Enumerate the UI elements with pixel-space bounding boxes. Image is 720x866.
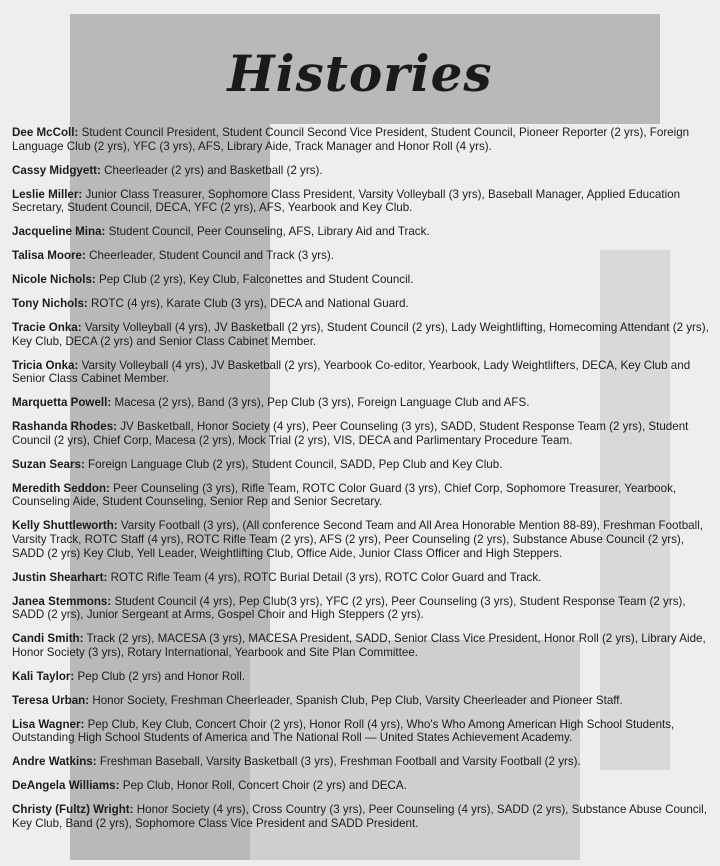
student-activities: Honor Society, Freshman Cheerleader, Spanish Club, Pep Club, Varsity Cheerleader and Pioneer Staff. — [92, 693, 623, 707]
history-entry — [12, 126, 710, 153]
student-activities: Macesa (2 yrs), Band (3 yrs), Pep Club (3 yrs), Foreign Language Club and AFS. — [114, 396, 530, 410]
history-entry — [12, 632, 710, 659]
student-activities: Honor Society (4 yrs), Cross Country (3 yrs), Peer Counseling (4 yrs), SADD (2 yrs), Substance Abuse Council, Key Club, Band (2 yrs), Sophomore Class Vice President and SADD President. — [12, 803, 707, 830]
student-name: Lisa Wagner: — [12, 717, 85, 731]
history-entry — [12, 595, 710, 622]
student-activities: Pep Club (2 yrs), Key Club, Falconettes and Student Council. — [98, 273, 414, 287]
history-entry — [12, 779, 710, 793]
student-name: Teresa Urban: — [12, 693, 90, 707]
student-name: Nicole Nichols: — [12, 273, 96, 287]
page-title: Histories — [227, 44, 493, 103]
student-name: Tricia Onka: — [12, 358, 79, 372]
student-name: Marquetta Powell: — [12, 396, 112, 410]
student-activities: ROTC Rifle Team (4 yrs), ROTC Burial Detail (3 yrs), ROTC Color Guard and Track. — [110, 570, 542, 584]
student-name: Dee McColl: — [12, 126, 79, 139]
student-activities: Student Council (4 yrs), Pep Club(3 yrs), YFC (2 yrs), Peer Counseling (3 yrs), Student Response Team (2 yrs), SADD (2 yrs), Junior Sergeant at Arms, Gospel Choir and High Steppers (2 yrs). — [12, 594, 686, 622]
history-entry — [12, 396, 710, 410]
student-activities: Junior Class Treasurer, Sophomore Class President, Varsity Volleyball (3 yrs), Baseball Manager, Applied Education Secretary, Student Council, DECA, YFC (2 yrs), AFS, Yearbook and Key Club. — [12, 187, 681, 215]
student-activities: Pep Club, Honor Roll, Concert Choir (2 yrs) and DECA. — [122, 779, 407, 793]
history-entry — [12, 321, 710, 348]
student-name: Meredith Seddon: — [12, 481, 110, 495]
history-entry — [12, 420, 710, 447]
history-entry — [12, 670, 710, 684]
student-name: Christy (Fultz) Wright: — [12, 803, 134, 817]
student-name: Talisa Moore: — [12, 249, 86, 263]
student-name: Tracie Onka: — [12, 321, 82, 335]
student-activities: Student Council President, Student Council Second Vice President, Student Council, Pioneer Reporter (2 yrs), Foreign Language Club (2 yrs), YFC (3 yrs), AFS, Library Aide, Track Manager and Honor Roll (4 yrs). — [12, 126, 690, 153]
student-name: Rashanda Rhodes: — [12, 420, 118, 434]
student-name: Kali Taylor: — [12, 669, 75, 683]
student-name: Suzan Sears: — [12, 457, 85, 471]
history-entry — [12, 164, 710, 178]
student-activities: Track (2 yrs), MACESA (3 yrs), MACESA President, SADD, Senior Class Vice President, Honor Roll (2 yrs), Library Aide, Honor Society (3 yrs), Rotary International, Yearbook and Site Plan Committee. — [12, 632, 706, 659]
history-entry — [12, 359, 710, 386]
student-name: Leslie Miller: — [12, 187, 83, 201]
student-activities: ROTC (4 yrs), Karate Club (3 yrs), DECA and National Guard. — [91, 297, 409, 311]
history-entry — [12, 225, 710, 239]
student-name: Andre Watkins: — [12, 755, 97, 769]
student-activities: Varsity Volleyball (4 yrs), JV Basketball (2 yrs), Student Council (2 yrs), Lady Weightlifting, Homecoming Attendant (2 yrs), Key Club, DECA (2 yrs) and Senior Class Cabinet Member. — [12, 321, 709, 348]
student-activities: Cheerleader (2 yrs) and Basketball (2 yrs). — [104, 163, 323, 177]
student-activities: Varsity Volleyball (4 yrs), JV Basketball (2 yrs), Yearbook Co-editor, Yearbook, Lady Weightlifters, DECA, Key Club and Senior Class Cabinet Member. — [12, 358, 691, 386]
history-entry — [12, 188, 710, 215]
student-activities: Foreign Language Club (2 yrs), Student Council, SADD, Pep Club and Key Club. — [88, 457, 503, 471]
student-activities: Cheerleader, Student Council and Track (3 yrs). — [89, 249, 334, 263]
student-name: Tony Nichols: — [12, 297, 88, 311]
student-activities: Peer Counseling (3 yrs), Rifle Team, ROTC Color Guard (3 yrs), Chief Corp, Sophomore Treasurer, Yearbook, Counseling Aide, Student Counseling, Senior Rep and Senior Secretary. — [12, 481, 677, 509]
history-entry — [12, 249, 710, 263]
student-activities: Pep Club, Key Club, Concert Choir (2 yrs), Honor Roll (4 yrs), Who's Who Among American High School Students, Outstanding High School Students of America and The National Roll — United States Achievement Academy. — [12, 717, 675, 745]
student-name: Justin Shearhart: — [12, 570, 108, 584]
student-name: Kelly Shuttleworth: — [12, 519, 118, 533]
student-name: Cassy Midgyett: — [12, 163, 101, 177]
history-entry — [12, 571, 710, 585]
student-activities: Student Council, Peer Counseling, AFS, Library Aid and Track. — [108, 225, 430, 239]
student-activities: Varsity Football (3 yrs), (All conference Second Team and All Area Honorable Mention 88-89), Freshman Football, Varsity Track, ROTC Staff (4 yrs), ROTC Rifle Team (2 yrs), AFS (2 yrs), Peer Counseling (2 yrs), Substance Abuse Council (2 yrs), SADD (2 yrs) Key Club, Yell Leader, Weightlifting Club, Office Aide, Junior Class Officer and High Steppers. — [12, 519, 703, 560]
history-entry — [12, 803, 710, 830]
student-name: DeAngela Williams: — [12, 779, 120, 793]
student-name: Janea Stemmons: — [12, 594, 112, 608]
histories-list — [12, 126, 710, 841]
student-activities: Freshman Baseball, Varsity Basketball (3 yrs), Freshman Football and Varsity Football (2 yrs). — [99, 755, 581, 769]
student-activities: JV Basketball, Honor Society (4 yrs), Peer Counseling (3 yrs), SADD, Student Response Team (2 yrs), Student Council (2 yrs), Chief Corp, Macesa (2 yrs), Mock Trial (2 yrs), VIS, DECA and Parlimentary Procedure Team. — [12, 420, 689, 447]
history-entry — [12, 273, 710, 287]
history-entry — [12, 694, 710, 708]
student-name: Jacqueline Mina: — [12, 225, 106, 239]
student-name: Candi Smith: — [12, 632, 84, 646]
student-activities: Pep Club (2 yrs) and Honor Roll. — [77, 669, 246, 683]
history-entry — [12, 297, 710, 311]
history-entry — [12, 458, 710, 472]
history-entry — [12, 718, 710, 745]
history-entry — [12, 482, 710, 509]
history-entry — [12, 519, 710, 560]
history-entry — [12, 755, 710, 769]
